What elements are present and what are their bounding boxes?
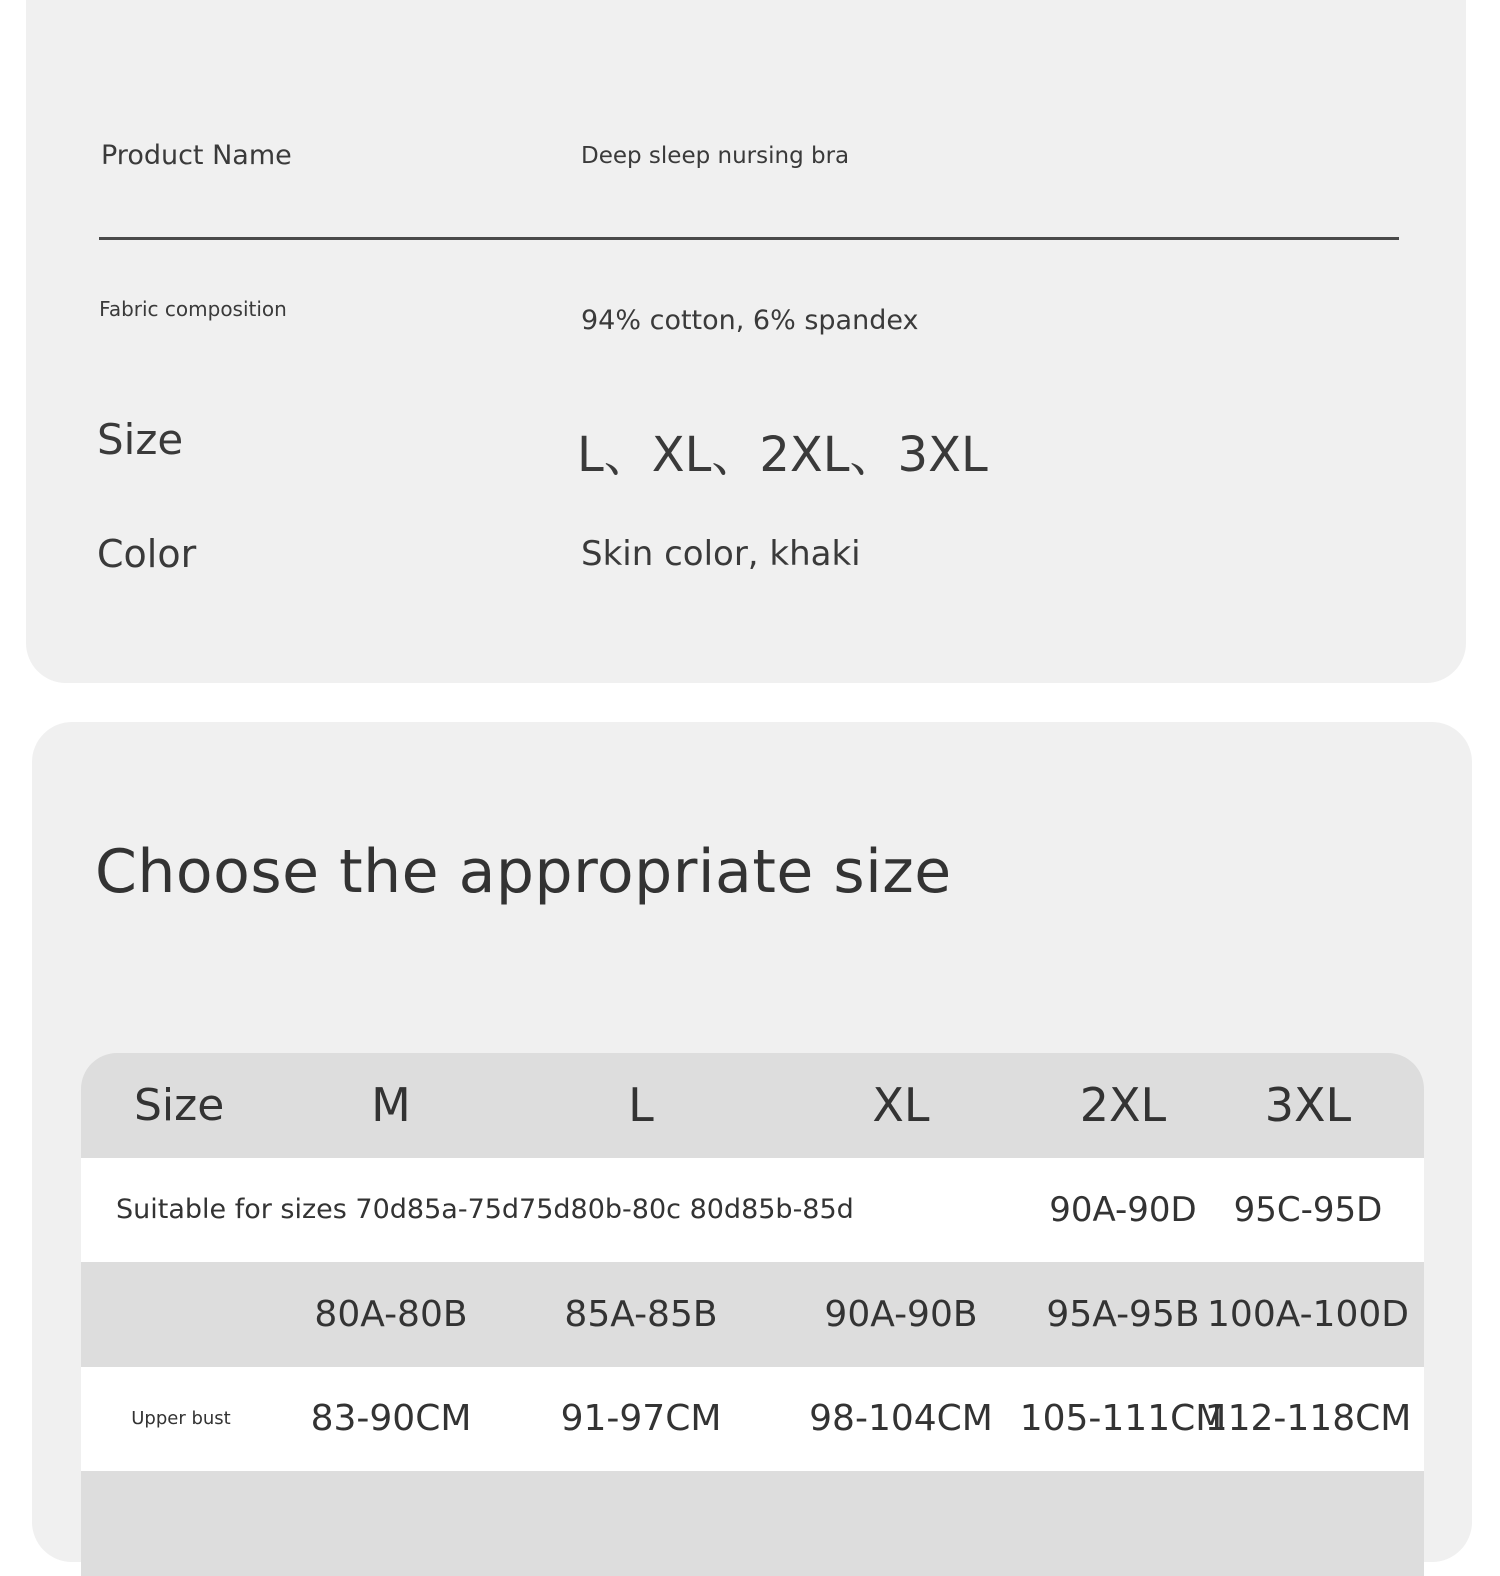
color-label: Color (97, 532, 197, 576)
header-cell-3xl: 3XL (1264, 1078, 1352, 1133)
size-label: Size (97, 415, 184, 464)
product-info-card (26, 0, 1466, 683)
fabric-composition-label: Fabric composition (99, 297, 287, 321)
color-value: Skin color, khaki (581, 534, 861, 574)
table-cell: 90A-90B (824, 1293, 978, 1335)
size-chart-card (32, 722, 1472, 1562)
table-row (81, 1262, 1424, 1367)
table-cell: 98-104CM (809, 1398, 993, 1440)
table-cell: 80A-80B (314, 1293, 468, 1335)
upper-bust-label: Upper bust (131, 1408, 231, 1430)
table-header-row (81, 1053, 1424, 1158)
table-cell: 91-97CM (560, 1398, 722, 1440)
table-cell: 105-111CM (1019, 1398, 1227, 1440)
fabric-composition-value: 94% cotton, 6% spandex (581, 305, 919, 336)
table-cell: 83-90CM (310, 1398, 472, 1440)
table-cell: 112-118CM (1204, 1398, 1412, 1440)
table-cell: 90A-90D (1049, 1189, 1197, 1230)
header-cell-l: L (628, 1078, 654, 1133)
header-size-label: Size (134, 1079, 225, 1131)
header-cell-m: M (371, 1078, 411, 1133)
size-table (81, 1053, 1424, 1576)
table-row (81, 1367, 1424, 1472)
table-cell: 85A-85B (564, 1293, 718, 1335)
table-row (81, 1471, 1424, 1576)
product-name-label: Product Name (101, 140, 292, 171)
size-value: L、XL、2XL、3XL (577, 427, 988, 483)
table-cell: 95C-95D (1233, 1189, 1383, 1230)
divider (99, 237, 1399, 240)
suitable-sizes-text: Suitable for sizes 70d85a-75d75d80b-80c 80d85b-85d (116, 1194, 854, 1226)
size-chart-title: Choose the appropriate size (95, 837, 952, 907)
header-cell-xl: XL (872, 1078, 930, 1133)
header-cell-2xl: 2XL (1079, 1078, 1167, 1133)
table-cell: 95A-95B (1046, 1293, 1200, 1335)
table-cell: 100A-100D (1207, 1293, 1409, 1335)
product-name-value: Deep sleep nursing bra (581, 143, 850, 169)
table-row (81, 1158, 1424, 1263)
